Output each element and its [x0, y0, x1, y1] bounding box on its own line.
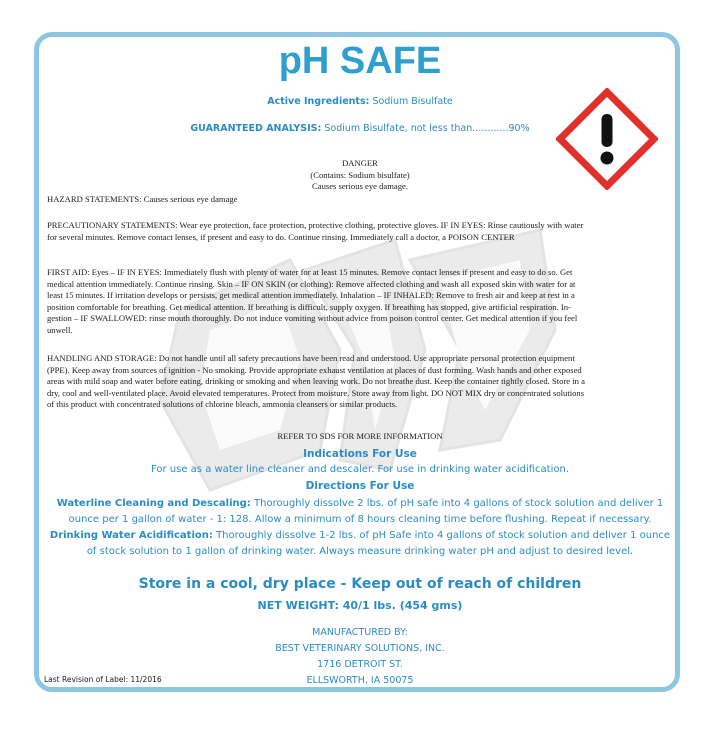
manufacturer-name: BEST VETERINARY SOLUTIONS, INC. [275, 643, 445, 654]
indications-text: For use as a water line cleaner and descaler. For use in drinking water acidification. [151, 464, 569, 475]
precautionary-line: for several minutes. Remove contact lenses, if present and easy to do. Continue rinsing. Immediately call a doctor, a POISON CENTER [47, 231, 515, 242]
sds-reference: REFER TO SDS FOR MORE INFORMATION [277, 431, 443, 441]
precautionary-statements [47, 220, 677, 243]
danger-block [0, 158, 720, 193]
handling-line: HANDLING AND STORAGE: Do not handle until all safety precautions have been read and understood. Use appropriate personal protection equipment [47, 353, 575, 363]
first-aid-line: unwell. [47, 324, 73, 335]
first-aid-line: medical attention immediately. Continue rinsing. Skin – IF ON SKIN (or clothing): Remove affected clothing and wash all exposed skin with water for at [47, 278, 576, 289]
drinking-directions [0, 528, 720, 560]
first-aid-line: least 15 minutes. If irritation develops or persists, get medical attention immediately. Inhalation – IF INHALED: Remove to fresh air and keep at rest in a [47, 290, 575, 301]
active-ingredients-value: Sodium Bisulfate [372, 96, 453, 107]
waterline-text: ounce per 1 gallon of water - 1: 128. Allow a minimum of 8 hours cleaning time before flushing. Repeat if necessary. [68, 514, 652, 525]
indications-heading: Indications For Use [303, 448, 417, 460]
active-ingredients-label: Active Ingredients: [267, 96, 370, 107]
danger-statement: Causes serious eye damage. [312, 181, 408, 192]
drinking-text: Thoroughly dissolve 1-2 lbs. of pH Safe into 4 gallons of stock solution and deliver 1 ounce [216, 530, 671, 541]
manufacturer-city: ELLSWORTH, IA 50075 [306, 675, 414, 686]
guaranteed-analysis-label: GUARANTEED ANALYSIS: [190, 123, 322, 134]
precautionary-line: PRECAUTIONARY STATEMENTS: Wear eye protection, face protection, protective clothing, protective gloves. IF IN EYES: Rinse cautiously with water [47, 220, 584, 230]
first-aid-section [47, 267, 677, 337]
handling-line: (PPE). Keep away from sources of ignition - No smoking. Provide appropriate exhaust ventilation at places of dust forming. Wash hands and other exposed [47, 364, 582, 375]
drinking-text: of stock solution to 1 gallon of drinking water. Always measure drinking water pH and adjust to desired level. [86, 546, 634, 557]
first-aid-line: FIRST AID: Eyes – IF IN EYES: Immediately flush with plenty of water for at least 15 minutes. Remove contact lenses if present and easy to do so. Get [47, 267, 573, 277]
guaranteed-analysis-value: Sodium Bisulfate, not less than............90% [324, 123, 530, 134]
hazard-statements: HAZARD STATEMENTS: Causes serious eye damage [47, 194, 238, 204]
first-aid-line: position comfortable for breathing. Get medical attention. If breathing is difficult, supply oxygen. If breathing has stopped, give artificial respiration. In- [47, 301, 571, 312]
net-weight: NET WEIGHT: 40/1 lbs. (454 gms) [257, 599, 463, 612]
handling-line: of this product with concentrated solutions of chlorine bleach, ammonia cleansers or similar products. [47, 399, 398, 410]
manufacturer-heading: MANUFACTURED BY: [312, 627, 408, 638]
handling-line: areas with mild soap and water before eating, drinking or smoking and when leaving work. Do not breathe dust. Keep the container tightly closed. Store in a [47, 376, 585, 387]
waterline-directions [0, 496, 720, 528]
handling-line: dry, cool and well-ventilated place. Avoid elevated temperatures. Protect from moisture. Store away from light. DO NOT MIX dry or concentrated solutions [47, 387, 585, 398]
product-title: pH SAFE [278, 40, 442, 82]
danger-contains: (Contains: Sodium bisulfate) [310, 169, 410, 180]
storage-warning: Store in a cool, dry place - Keep out of reach of children [138, 576, 582, 592]
directions-heading: Directions For Use [305, 480, 415, 492]
label-revision: Last Revision of Label: 11/2016 [44, 675, 162, 684]
manufacturer-street: 1716 DETROIT ST. [317, 659, 403, 670]
handling-storage-section [47, 353, 677, 411]
first-aid-line: gestion – IF SWALLOWED: rinse mouth thoroughly. Do not induce vomiting without advice from poison control center. Get medical attention if you feel [47, 313, 578, 324]
waterline-label: Waterline Cleaning and Descaling: [56, 498, 251, 509]
drinking-label: Drinking Water Acidification: [49, 530, 213, 541]
waterline-text: Thoroughly dissolve 2 lbs. of pH safe into 4 gallons of stock solution and deliver 1 [254, 498, 664, 509]
danger-signal-word: DANGER [342, 158, 378, 168]
